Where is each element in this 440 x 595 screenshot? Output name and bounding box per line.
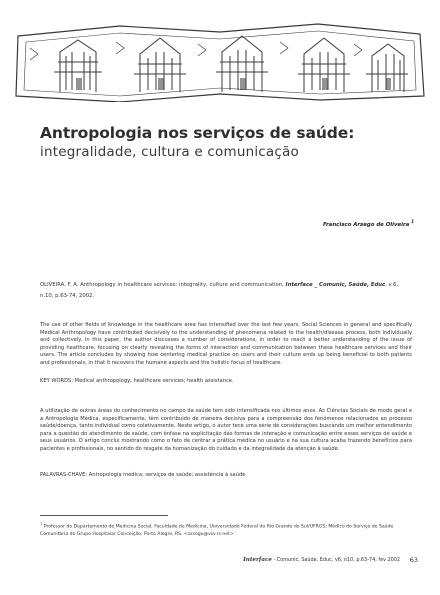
keywords-english: KEY WORDS: Medical anthropology; healthcare services; health assistance. xyxy=(40,378,234,384)
author-name: Francisco Arsego de Oliveira xyxy=(322,221,410,228)
abstract-portuguese: A utilização de outras áreas do conhecimento no campo da saúde tem sido intensificada nos últimos anos. As Ciências Sociais de modo geral e a Antropologia Médica, especificamente, têm contribuído de maneira decisiva para a compreensão dos fenômenos relacionados ao processo saúde/doença, tanto individual como coletivamente. Neste artigo, o autor tece uma série de considerações buscando um melhor entendimento para a questão do atendimento de saúde, com ênfase na explicitação das formas de interação e comunicação entre esses serviços de saúde e seus usuários. O artigo conclui mostrando como o fato de centrar a prática médica no usuário e na sua cultura acaba trazendo benefícios para pacientes e profissionais, no sentido do resgate da humanização do cuidado e da integralidade da atenção à saúde. xyxy=(40,408,412,452)
author-line xyxy=(323,219,414,228)
article-subtitle: integralidade, cultura e comunicação xyxy=(40,144,299,160)
header-banner-illustration xyxy=(0,12,440,102)
page-footer xyxy=(243,557,400,563)
keywords-portuguese: PALAVRAS-CHAVE: Antropologia médica; serviços de saúde; assistência à saúde. xyxy=(40,472,248,478)
footnote-divider xyxy=(40,515,168,516)
article-title: Antropologia nos serviços de saúde: xyxy=(40,124,355,142)
page-number: 63 xyxy=(409,556,418,564)
citation-journal: Interface _ Comunic, Saúde, Educ xyxy=(285,282,386,288)
footnote-mark: 1 xyxy=(40,522,43,526)
citation-details: , v.6, n.10, p.63-74, 2002. xyxy=(40,282,399,299)
footnote-text: Professor do Departamento de Medicina Social, Faculdade de Medicina, Universidade Federal do Rio Grande do Sul/UFRGS; Médico do Serviço de Saúde Comunitária do Grupo Hospitalar Conceição, Porto Alegre, RS. <arsego@via-rs.net> xyxy=(40,524,394,537)
abstract-english: The use of other fields of knowledge in the healthcare area has intensified over the last few years. Social Sciences in general and specifically Medical Anthropology have contributed decisively to the understanding of phenomena related to the health/disease process, both individually and collectively. In this paper, the author discusses a number of considerations, in order to reach a better understanding of the issue of providing healthcare, focusing on clearly revealing the forms of interaction and communication between these healthcare services and their users. The article concludes by showing how centering medical practice on users and their culture ends up being beneficial to both patients and professionals, in that it recovers the humane aspects and the holistic focus of healthcare. xyxy=(40,322,412,366)
footer-text: - Comunic, Saúde, Educ, v6, n10, p.63-74, fev 2002 xyxy=(271,557,400,563)
footnote xyxy=(40,521,412,538)
citation xyxy=(40,280,412,302)
citation-text: OLIVEIRA, F. A. Anthropology in healthcare services: integrality, culture and communication, xyxy=(40,282,284,288)
author-footnote-mark: 1 xyxy=(411,219,414,224)
footer-journal-brand: Interface xyxy=(243,557,272,563)
